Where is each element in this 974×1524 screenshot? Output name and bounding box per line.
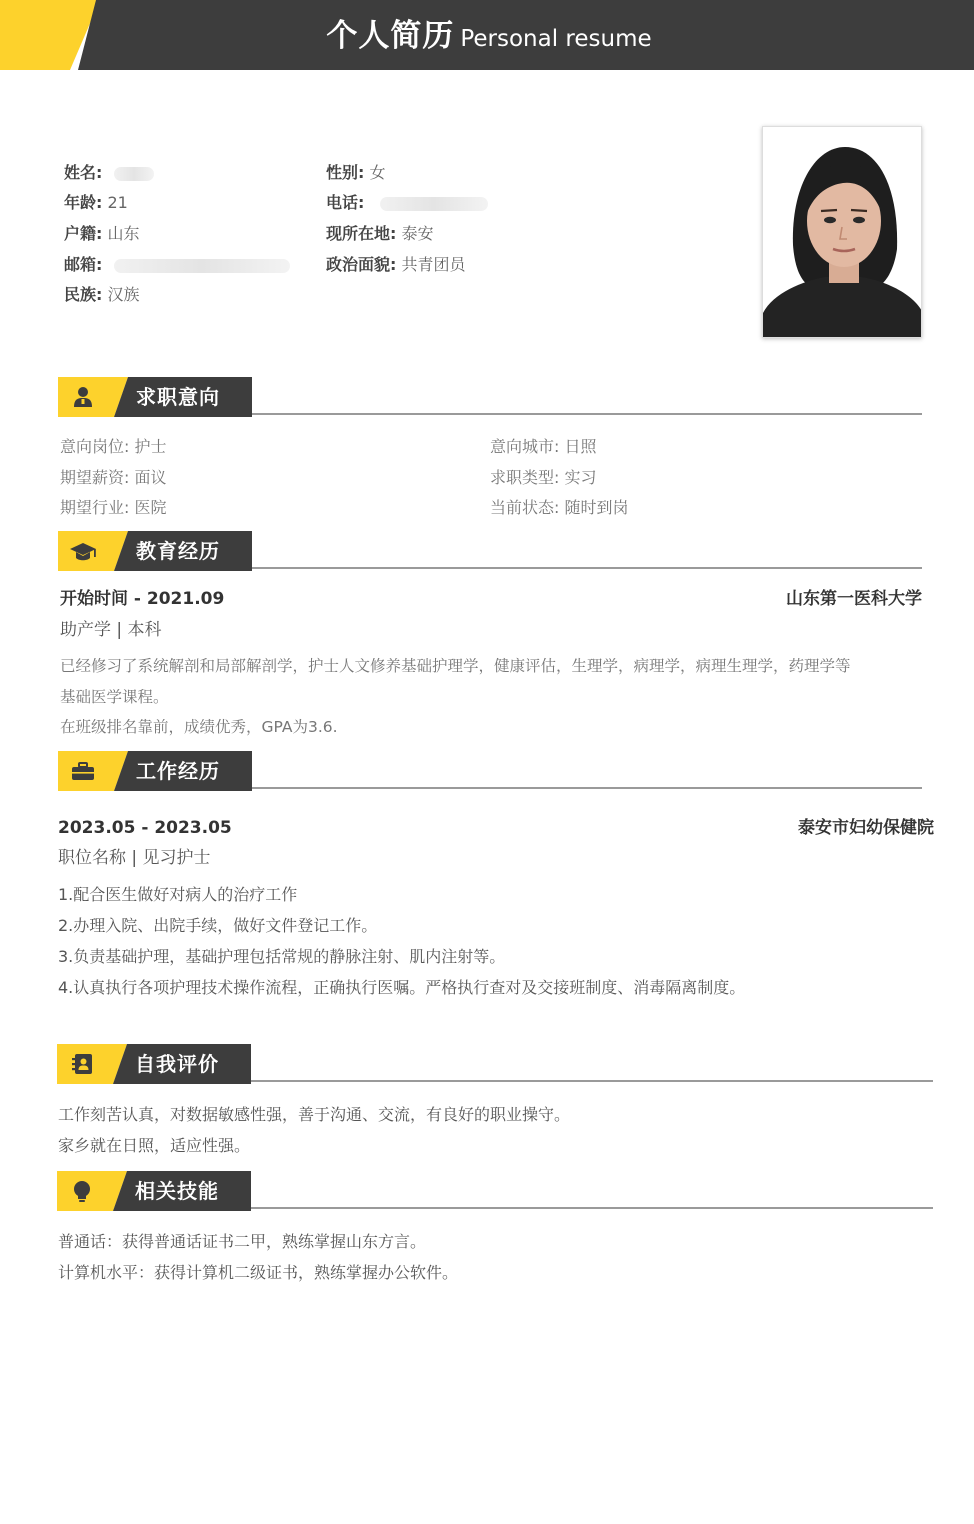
section-header-self-evaluation: [57, 1044, 933, 1084]
education-period: 开始时间 - 2021.09: [60, 589, 225, 609]
info-ethnicity-value: 汉族: [107, 285, 140, 304]
info-email: [64, 255, 290, 275]
section-divider: [251, 1207, 933, 1209]
section-title-work: 工作经历: [136, 759, 220, 783]
briefcase-icon: [68, 759, 98, 783]
work-duty-1: 1.配合医生做好对病人的治疗工作: [58, 885, 298, 904]
info-location-value: 泰安: [401, 224, 434, 243]
intent-city: 意向城市: 日照: [490, 437, 597, 456]
section-header-education: [58, 531, 922, 571]
info-phone: [326, 193, 488, 213]
work-duty-4: 4.认真执行各项护理技术操作流程，正确执行医嘱。严格执行查对及交接班制度、消毒隔离制度。: [58, 978, 746, 997]
section-header-skills: [57, 1171, 933, 1211]
work-position: 职位名称 | 见习护士: [58, 848, 211, 868]
section-divider: [252, 567, 922, 569]
section-header-work: [58, 751, 922, 791]
intent-position: 意向岗位: 护士: [60, 437, 167, 456]
info-gender-value: 女: [369, 163, 386, 182]
section-divider: [252, 787, 922, 789]
info-email-label: 邮箱:: [64, 255, 103, 274]
section-title-skills: 相关技能: [135, 1179, 219, 1203]
title-chinese: 个人简历: [326, 18, 455, 54]
info-gender: [326, 163, 386, 183]
intent-salary: 期望薪资: 面议: [60, 468, 167, 487]
contact-book-icon: [67, 1052, 97, 1076]
info-location-label: 现所在地:: [326, 224, 397, 243]
info-politics: [326, 255, 466, 275]
info-hukou: [64, 224, 140, 244]
info-politics-label: 政治面貌:: [326, 255, 397, 274]
info-name-label: 姓名:: [64, 163, 103, 182]
redacted-name: [114, 167, 154, 181]
info-hukou-label: 户籍:: [64, 224, 103, 243]
info-ethnicity-label: 民族:: [64, 285, 103, 304]
self-evaluation-line-1: 工作刻苦认真，对数据敏感性强，善于沟通、交流，有良好的职业操守。: [58, 1105, 571, 1124]
section-title-education: 教育经历: [136, 539, 220, 563]
section-title-self-evaluation: 自我评价: [135, 1052, 219, 1076]
redacted-email: [114, 259, 290, 273]
info-age-label: 年龄:: [64, 193, 103, 212]
work-duty-3: 3.负责基础护理，基础护理包括常规的静脉注射、肌内注射等。: [58, 947, 506, 966]
lightbulb-icon: [67, 1179, 97, 1203]
skills-line-1: 普通话：获得普通话证书二甲，熟练掌握山东方言。: [58, 1232, 427, 1251]
redacted-phone: [380, 197, 488, 211]
section-divider: [252, 413, 922, 415]
work-duty-2: 2.办理入院、出院手续，做好文件登记工作。: [58, 916, 378, 935]
info-ethnicity: [64, 285, 140, 305]
info-phone-label: 电话:: [326, 193, 365, 212]
education-major: 助产学 | 本科: [60, 620, 162, 640]
work-period: 2023.05 - 2023.05: [58, 818, 232, 838]
education-desc-line3: 在班级排名靠前，成绩优秀，GPA为3.6.: [60, 718, 338, 736]
self-evaluation-line-2: 家乡就在日照，适应性强。: [58, 1136, 251, 1155]
profile-photo: [762, 126, 922, 338]
graduation-cap-icon: [68, 539, 98, 563]
section-title-job-intent: 求职意向: [136, 385, 220, 409]
info-age-value: 21: [107, 193, 128, 212]
education-desc-line1: 已经修习了系统解剖和局部解剖学，护士人文修养基础护理学，健康评估，生理学，病理学，病理生理学，药理学等: [60, 657, 851, 675]
info-hukou-value: 山东: [107, 224, 140, 243]
info-name: [64, 163, 154, 183]
portrait-illustration: [763, 127, 922, 338]
section-header-job-intent: [58, 377, 922, 417]
info-politics-value: 共青团员: [401, 255, 466, 274]
intent-job-type: 求职类型: 实习: [490, 468, 597, 487]
resume-header: [0, 0, 974, 70]
section-divider: [251, 1080, 933, 1082]
work-organization: 泰安市妇幼保健院: [798, 818, 934, 838]
skills-line-2: 计算机水平：获得计算机二级证书，熟练掌握办公软件。: [58, 1263, 459, 1282]
info-age: [64, 193, 128, 213]
page-title: [0, 0, 974, 70]
intent-status: 当前状态: 随时到岗: [490, 498, 629, 517]
info-location: [326, 224, 434, 244]
education-desc-line2: 基础医学课程。: [60, 688, 169, 706]
person-icon: [68, 385, 98, 409]
title-english: Personal resume: [460, 26, 652, 52]
intent-industry: 期望行业: 医院: [60, 498, 167, 517]
education-school: 山东第一医科大学: [786, 589, 922, 609]
info-gender-label: 性别:: [326, 163, 365, 182]
